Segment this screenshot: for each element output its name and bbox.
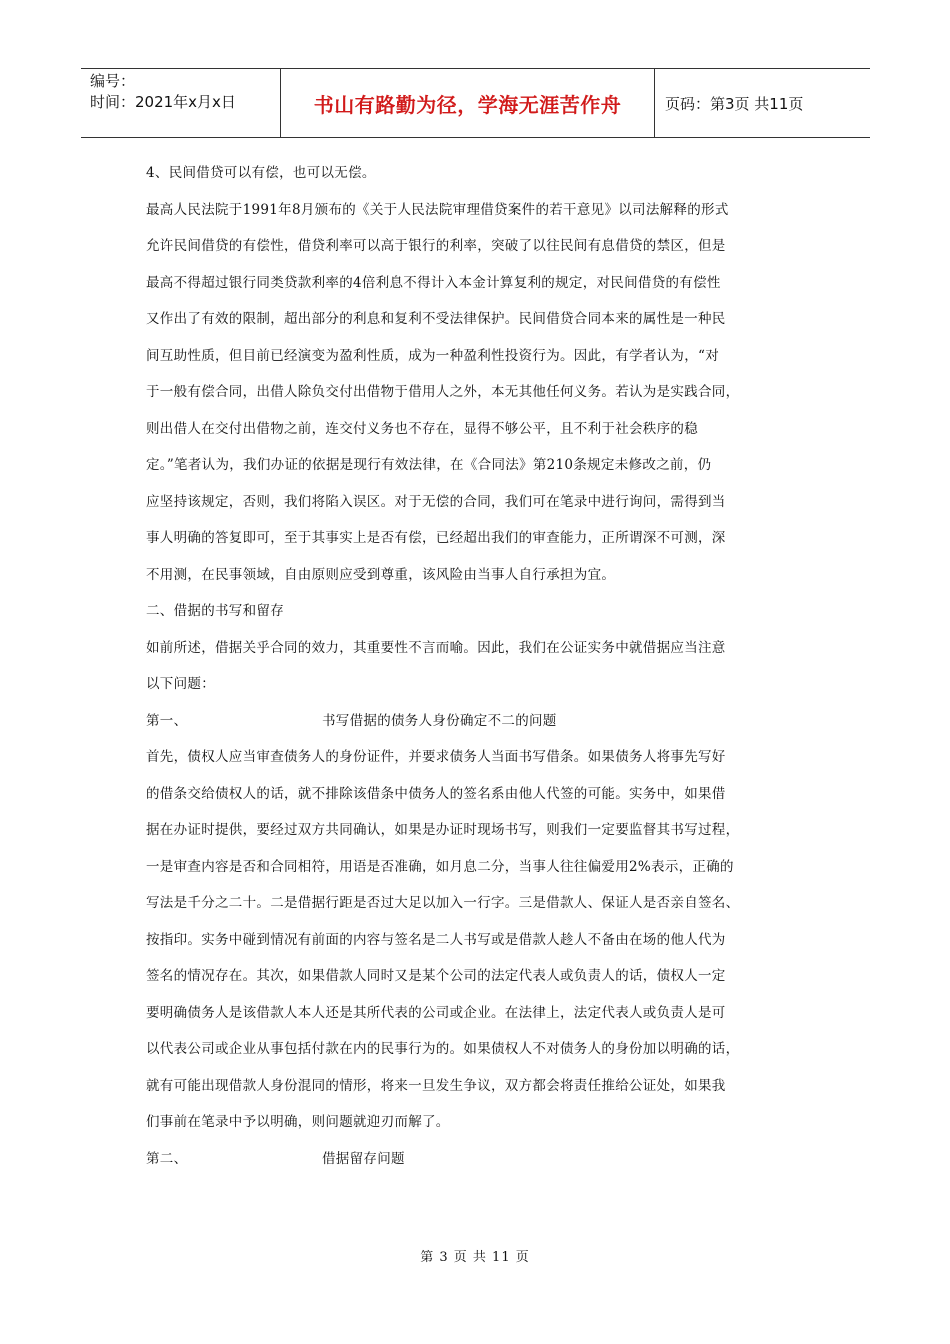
text-line: 按指印。实务中碰到情况有前面的内容与签名是二人书写或是借款人趁人不备由在场的他人代为 bbox=[146, 931, 726, 948]
text-line: 于一般有偿合同，出借人除负交付出借物于借用人之外，本无其他任何义务。若认为是实践合同， bbox=[146, 384, 740, 400]
document-body bbox=[146, 155, 806, 1177]
text-line: 以下问题： bbox=[146, 676, 215, 692]
header-motto: 书山有路勤为径，学海无涯苦作舟 bbox=[313, 92, 622, 117]
text-line: 又作出了有效的限制，超出部分的利息和复利不受法律保护。民间借贷合同本来的属性是一种民 bbox=[146, 311, 726, 327]
text-line: 事人明确的答复即可，至于其事实上是否有偿，已经超出我们的审查能力，正所谓深不可测，深 bbox=[146, 530, 726, 546]
text-line: 间互助性质，但目前已经演变为盈利性质，成为一种盈利性投资行为。因此，有学者认为，“对 bbox=[146, 347, 719, 364]
text-line: 则出借人在交付出借物之前，连交付义务也不存在，显得不够公平，且不利于社会秩序的稳 bbox=[146, 420, 698, 437]
header-page-number: 页码：第3页 共11页 bbox=[665, 94, 804, 113]
text-line: 二、借据的书写和留存 bbox=[146, 603, 284, 619]
text-line: 最高不得超过银行同类贷款利率的4倍利息不得计入本金计算复利的规定，对民间借贷的有偿性 bbox=[146, 274, 721, 291]
text-line: 据在办证时提供，要经过双方共同确认，如果是办证时现场书写，则我们一定要监督其书写过程， bbox=[146, 822, 740, 838]
text-line: 4、民间借贷可以有偿，也可以无偿。 bbox=[146, 165, 376, 181]
text-line: 不用测，在民事领域，自由原则应受到尊重，该风险由当事人自行承担为宜。 bbox=[146, 566, 616, 583]
text-line: 定。”笔者认为，我们办证的依据是现行有效法律，在《合同法》第210条规定未修改之前，仍 bbox=[146, 457, 712, 473]
section-heading-1-number: 第一、 bbox=[146, 712, 188, 729]
section-heading-2-number: 第二、 bbox=[146, 1150, 188, 1167]
paragraph-block-1 bbox=[146, 155, 806, 703]
section-heading-1 bbox=[146, 703, 806, 740]
text-line: 的借条交给债权人的话，就不排除该借条中债务人的签名系由他人代签的可能。实务中，如果借 bbox=[146, 785, 726, 802]
header-page-cell bbox=[655, 69, 870, 137]
header-meta-cell bbox=[81, 69, 281, 137]
text-line: 一是审查内容是否和合同相符，用语是否准确，如月息二分，当事人往往偏爱用2%表示，正确的 bbox=[146, 858, 734, 875]
page-footer bbox=[0, 1246, 950, 1265]
paragraph-block-2 bbox=[146, 739, 806, 1141]
text-line: 写法是千分之二十。二是借据行距是否过大足以加入一行字。三是借款人、保证人是否亲自签名、 bbox=[146, 895, 740, 911]
section-heading-2 bbox=[146, 1141, 806, 1178]
text-line: 允许民间借贷的有偿性，借贷利率可以高于银行的利率，突破了以往民间有息借贷的禁区，但是 bbox=[146, 238, 726, 254]
document-header bbox=[81, 68, 870, 138]
text-line: 要明确债务人是该借款人本人还是其所代表的公司或企业。在法律上，法定代表人或负责人是可 bbox=[146, 1004, 726, 1021]
text-line: 如前所述，借据关乎合同的效力，其重要性不言而喻。因此，我们在公证实务中就借据应当注意 bbox=[146, 639, 726, 656]
document-number-label: 编号： bbox=[90, 72, 136, 90]
text-line: 以代表公司或企业从事包括付款在内的民事行为的。如果债权人不对债务人的身份加以明确的话， bbox=[146, 1041, 740, 1057]
section-heading-2-title: 借据留存问题 bbox=[322, 1150, 405, 1167]
text-line: 签名的情况存在。其次，如果借款人同时又是某个公司的法定代表人或负责人的话，债权人一定 bbox=[146, 968, 726, 984]
header-motto-cell bbox=[281, 69, 655, 137]
text-line: 们事前在笔录中予以明确，则问题就迎刃而解了。 bbox=[146, 1114, 450, 1130]
document-time-label: 时间：2021年x月x日 bbox=[90, 93, 236, 111]
text-line: 就有可能出现借款人身份混同的情形，将来一旦发生争议，双方都会将责任推给公证处，如果我 bbox=[146, 1077, 726, 1094]
text-line: 应坚持该规定，否则，我们将陷入误区。对于无偿的合同，我们可在笔录中进行询问，需得到当 bbox=[146, 493, 726, 510]
text-line: 最高人民法院于1991年8月颁布的《关于人民法院审理借贷案件的若干意见》以司法解释的形式 bbox=[146, 201, 729, 218]
text-line: 首先，债权人应当审查债务人的身份证件，并要求债务人当面书写借条。如果债务人将事先写好 bbox=[146, 749, 726, 765]
footer-page-indicator: 第 3 页 共 11 页 bbox=[420, 1250, 530, 1265]
section-heading-1-title: 书写借据的债务人身份确定不二的问题 bbox=[322, 712, 557, 729]
